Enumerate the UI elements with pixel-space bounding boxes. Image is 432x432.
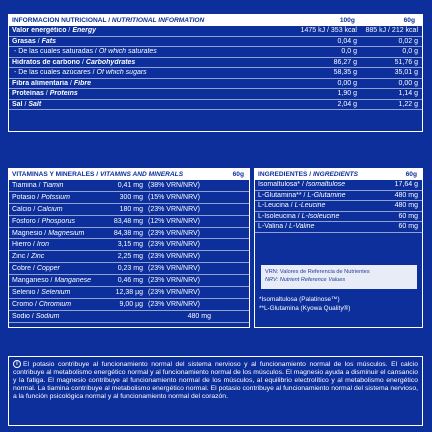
vitamin-name-en: Manganese [54, 277, 92, 285]
nutrient-name: Hidratos de carbono / Carbohydrates [12, 58, 136, 66]
vitamin-name: Zinc / Zinc [12, 253, 45, 261]
nutrient-value-100g: 1,90 g [337, 90, 357, 98]
vitamin-amount: 84,38 mg [113, 229, 143, 237]
health-claims-box [8, 356, 423, 426]
ingredient-name-es: L-Valina [258, 223, 284, 231]
nutrient-value-60g: 1,14 g [398, 90, 418, 98]
note-isomaltulose: *Isomaltulosa (Palatinose™) [259, 296, 340, 303]
nutrition-col-60g: 60g [403, 17, 415, 24]
vitamins-title-en: VITAMINS AND MINERALS [99, 171, 184, 178]
nutrition-row [9, 68, 422, 79]
vitamin-name-es: Potasio [12, 193, 36, 201]
vitamin-amount: 0,23 mg [117, 265, 143, 273]
vitamin-name-es: Selenio [12, 288, 36, 296]
vitamin-row [9, 228, 249, 240]
vitamin-row [9, 216, 249, 228]
ingredient-row [255, 222, 422, 233]
vitamin-row [9, 239, 249, 251]
vitamin-name-en: Magnesium [48, 229, 85, 237]
nutrient-name: - De las cuales azúcares / Of which sugars [14, 69, 147, 77]
nutrient-value-100g: 0,04 g [337, 37, 357, 45]
vitamin-amount: 0,46 mg [117, 277, 143, 285]
vitamin-amount: 300 mg [119, 193, 143, 201]
vitamin-nrv-percent: (23% VRN/NRV) [148, 288, 200, 296]
nutrient-name-en: Proteins [49, 90, 78, 98]
nutrition-col-100g: 100g [339, 17, 355, 24]
vitamin-amount: 480 mg [187, 312, 211, 320]
nutrient-value-100g: 0,0 g [341, 48, 357, 56]
nutrition-row [9, 79, 422, 90]
vitamin-row [9, 311, 249, 323]
vitamin-name-es: Manganeso [12, 277, 49, 285]
vitamin-amount: 180 mg [119, 205, 143, 213]
vitamin-name-es: Calcio [12, 205, 32, 213]
nutrient-name-en: Fats [41, 37, 56, 45]
ingredient-amount: 17,64 g [394, 181, 418, 189]
vitamin-name: Tiamina / Tiamin [12, 181, 64, 189]
nutrient-value-100g: 2,04 g [337, 100, 357, 108]
nutrition-row [9, 100, 422, 111]
vitamin-amount: 12,38 µg [115, 288, 143, 296]
vitamin-row [9, 275, 249, 287]
vitamin-name: Calcio / Calcium [12, 205, 63, 213]
nutrient-value-100g: 58,35 g [333, 69, 357, 77]
vitamin-name: Sodio / Sodium [12, 312, 60, 320]
vitamin-name-es: Magnesio [12, 229, 43, 237]
nutrient-value-60g: 0,00 g [398, 79, 418, 87]
nutrient-name-en: Of which sugars [96, 69, 147, 77]
nutrition-row [9, 47, 422, 58]
ingredient-name: Isomaltulosa* / Isomaltulose [258, 181, 346, 189]
vitamin-name: Cobre / Copper [12, 265, 60, 273]
ingredient-amount: 60 mg [398, 212, 418, 220]
vitamin-amount: 9,00 µg [119, 300, 143, 308]
nutrient-name-es: Sal [12, 100, 23, 108]
nutrient-value-100g: 86,27 g [333, 58, 357, 66]
ingredient-name-en: L-Valine [289, 223, 315, 231]
nutrient-name-es: Hidratos de carbono [12, 58, 81, 66]
nutrient-value-60g: 35,01 g [394, 69, 418, 77]
vitamin-name-es: Cobre [12, 265, 32, 273]
vitamin-amount: 83,48 mg [113, 217, 143, 225]
ingredient-amount: 480 mg [394, 202, 418, 210]
vitamin-nrv-percent: (23% VRN/NRV) [148, 300, 200, 308]
vitamin-amount: 0,41 mg [117, 181, 143, 189]
vitamins-rows [9, 180, 249, 323]
nutrient-name: - De las cuales saturadas / Of which saturates [14, 48, 157, 56]
ingredient-name: L-Isoleucina / L-Isoleucine [258, 212, 340, 220]
nutrient-name: Grasas / Fats [12, 37, 56, 45]
ingredient-row [255, 191, 422, 202]
vitamin-name: Potasio / Potssium [12, 193, 70, 201]
ingredient-amount: 60 mg [398, 223, 418, 231]
vitamin-name: Manganeso / Manganese [12, 277, 92, 285]
vitamin-name-es: Tiamina [12, 181, 37, 189]
nutrient-name-en: Carbohydrates [85, 58, 136, 66]
vitamin-row [9, 287, 249, 299]
ingredients-header: INGREDIENTES / INGREDIENTS 60g [255, 169, 422, 180]
vitamin-nrv-percent: (15% VRN/NRV) [148, 193, 200, 201]
nutrition-row [9, 89, 422, 100]
ingredients-title-en: INGREDIENTS [312, 171, 359, 178]
nutrient-value-60g: 51,76 g [394, 58, 418, 66]
nutrient-name-en: Energy [72, 27, 97, 35]
ingredient-name-es: L-Glutamina** [258, 191, 302, 199]
nutrient-value-60g: 0,02 g [398, 37, 418, 45]
vitamin-name-en: Iron [36, 241, 49, 249]
vitamin-name-en: Copper [36, 265, 60, 273]
nutrient-name-es: - De las cuales saturadas [14, 48, 93, 56]
nutrition-row [9, 26, 422, 37]
nutrient-name: Valor energético / Energy [12, 27, 97, 35]
vitamin-name-en: Tiamin [42, 181, 64, 189]
nutrition-header: INFORMACIÓN NUTRICIONAL / NUTRITIONAL INFORMATION 100g 60g [9, 15, 422, 26]
vitamin-name-es: Sodio [12, 312, 30, 320]
vitamin-name: Fósforo / Phosporus [12, 217, 76, 225]
vitamin-name-en: Phosporus [41, 217, 76, 225]
vitamin-nrv-percent: (38% VRN/NRV) [148, 181, 200, 189]
ingredient-name-en: L-Leucine [294, 202, 326, 210]
vitamin-name: Magnesio / Magnesium [12, 229, 85, 237]
ingredient-name-es: L-Isoleucina [258, 212, 296, 220]
vitamin-row [9, 299, 249, 311]
vitamin-name-es: Zinc [12, 253, 26, 261]
nutrient-name: Proteínas / Proteins [12, 90, 78, 98]
vitamin-name: Selenio / Selenium [12, 288, 71, 296]
vitamin-name-en: Potssium [41, 193, 70, 201]
nutrient-value-60g: 1,22 g [398, 100, 418, 108]
nutrient-value-60g: 0,0 g [402, 48, 418, 56]
vitamins-table [8, 168, 250, 328]
nutrient-value-60g: 885 kJ / 212 kcal [365, 27, 418, 35]
vitamin-row [9, 263, 249, 275]
note-glutamine: **L-Glutamina (Kyowa Quality®) [259, 305, 351, 312]
vitamin-name-en: Sodium [35, 312, 60, 320]
ingredient-name-es: L-Leucina [258, 202, 289, 210]
nrv-legend: NRV: Nutrient Reference Values [265, 277, 346, 283]
ingredient-notes [259, 295, 350, 313]
vitamins-col-60g: 60g [232, 171, 244, 178]
nutrient-name: Fibra alimentaria / Fibre [12, 79, 91, 87]
ingredient-name: L-Valina / L-Valine [258, 223, 315, 231]
ingredients-rows [255, 180, 422, 233]
vitamin-row [9, 251, 249, 263]
nutrient-name-es: Fibra alimentaria [12, 79, 69, 87]
nutrition-table [8, 14, 423, 132]
nutrient-name-en: Of which saturates [98, 48, 157, 56]
nutrient-name: Sal / Salt [12, 100, 42, 108]
ingredient-name-en: L-Isoleucine [301, 212, 340, 220]
nutrition-title-en: NUTRITIONAL INFORMATION [111, 17, 205, 24]
vitamin-nrv-percent: (23% VRN/NRV) [148, 265, 200, 273]
health-claims-text: El potasio contribuye al funcionamiento normal del sistema nervioso y al funcionamiento normal de los músculos. El calcio contribuye al metabolismo energético normal y al funcionamiento normal de los músculos. El magnesio ayuda a disminuir el cansancio y la fatiga. El magnesio contribuye al funcionamiento normal de los músculos, al equilibrio electrolítico y al metabolismo energético normal. La tiamina contribuye al metabolismo energético normal. El potasio contribuye al funcionamiento normal del sistema nervioso, a la función psicológica normal y al funcionamiento normal del corazón. [13, 360, 418, 401]
nutrition-row [9, 37, 422, 48]
vitamin-name-en: Zinc [31, 253, 45, 261]
vitamin-name: Hierro / Iron [12, 241, 49, 249]
nutrition-rows [9, 26, 422, 110]
vitamin-name-es: Cromo [12, 300, 34, 308]
vitamin-nrv-percent: (23% VRN/NRV) [148, 229, 200, 237]
ingredients-title: INGREDIENTES [258, 171, 308, 178]
ingredients-col-60g: 60g [405, 171, 417, 178]
nutrient-name-es: - De las cuales azúcares [14, 69, 91, 77]
ingredient-amount: 480 mg [394, 191, 418, 199]
nutrition-title: INFORMACIÓN NUTRICIONAL [12, 17, 107, 24]
nutrient-name-en: Fibre [73, 79, 91, 87]
ingredient-name: L-Leucina / L-Leucine [258, 202, 326, 210]
vitamins-header: VITAMINAS Y MINERALES / VITAMINS AND MINERALS 60g [9, 169, 249, 180]
vitamin-name-en: Calcium [37, 205, 63, 213]
nrv-legend-box [261, 265, 417, 289]
vitamin-nrv-percent: (23% VRN/NRV) [148, 205, 200, 213]
ingredient-row [255, 212, 422, 223]
nutrient-name-en: Salt [28, 100, 42, 108]
ingredient-name: L-Glutamina** / L-Glutamine [258, 191, 346, 199]
nutrient-name-es: Valor energético [12, 27, 67, 35]
vitamin-nrv-percent: (12% VRN/NRV) [148, 217, 200, 225]
nutrient-name-es: Proteínas [12, 90, 44, 98]
ingredients-table [254, 168, 423, 328]
nutrient-value-100g: 0,00 g [337, 79, 357, 87]
nutrition-row [9, 58, 422, 69]
vitamin-name-en: Chromium [38, 300, 72, 308]
vitamin-name: Cromo / Chromium [12, 300, 72, 308]
vitamin-name-en: Selenium [41, 288, 71, 296]
vitamin-row [9, 204, 249, 216]
vitamin-nrv-percent: (23% VRN/NRV) [148, 241, 200, 249]
ingredient-name-en: L-Glutamine [307, 191, 346, 199]
vitamin-amount: 3,15 mg [117, 241, 143, 249]
vitamin-nrv-percent: (23% VRN/NRV) [148, 277, 200, 285]
vitamin-row [9, 192, 249, 204]
vitamin-row [9, 180, 249, 192]
vitamin-name-es: Fósforo [12, 217, 36, 225]
info-icon: i [13, 360, 21, 368]
ingredient-name-es: Isomaltulosa* [258, 181, 301, 189]
ingredient-row [255, 201, 422, 212]
vitamin-name-es: Hierro [12, 241, 32, 249]
vitamin-amount: 2,25 mg [117, 253, 143, 261]
ingredient-name-en: Isomaltulose [305, 181, 346, 189]
vitamin-nrv-percent: (23% VRN/NRV) [148, 253, 200, 261]
nutrient-name-es: Grasas [12, 37, 36, 45]
nutrient-value-100g: 1475 kJ / 353 kcal [300, 27, 357, 35]
ingredient-row [255, 180, 422, 191]
vitamins-title: VITAMINAS Y MINERALES [12, 171, 95, 178]
vrn-legend: VRN: Valores de Referencia de Nutrientes [265, 269, 370, 275]
